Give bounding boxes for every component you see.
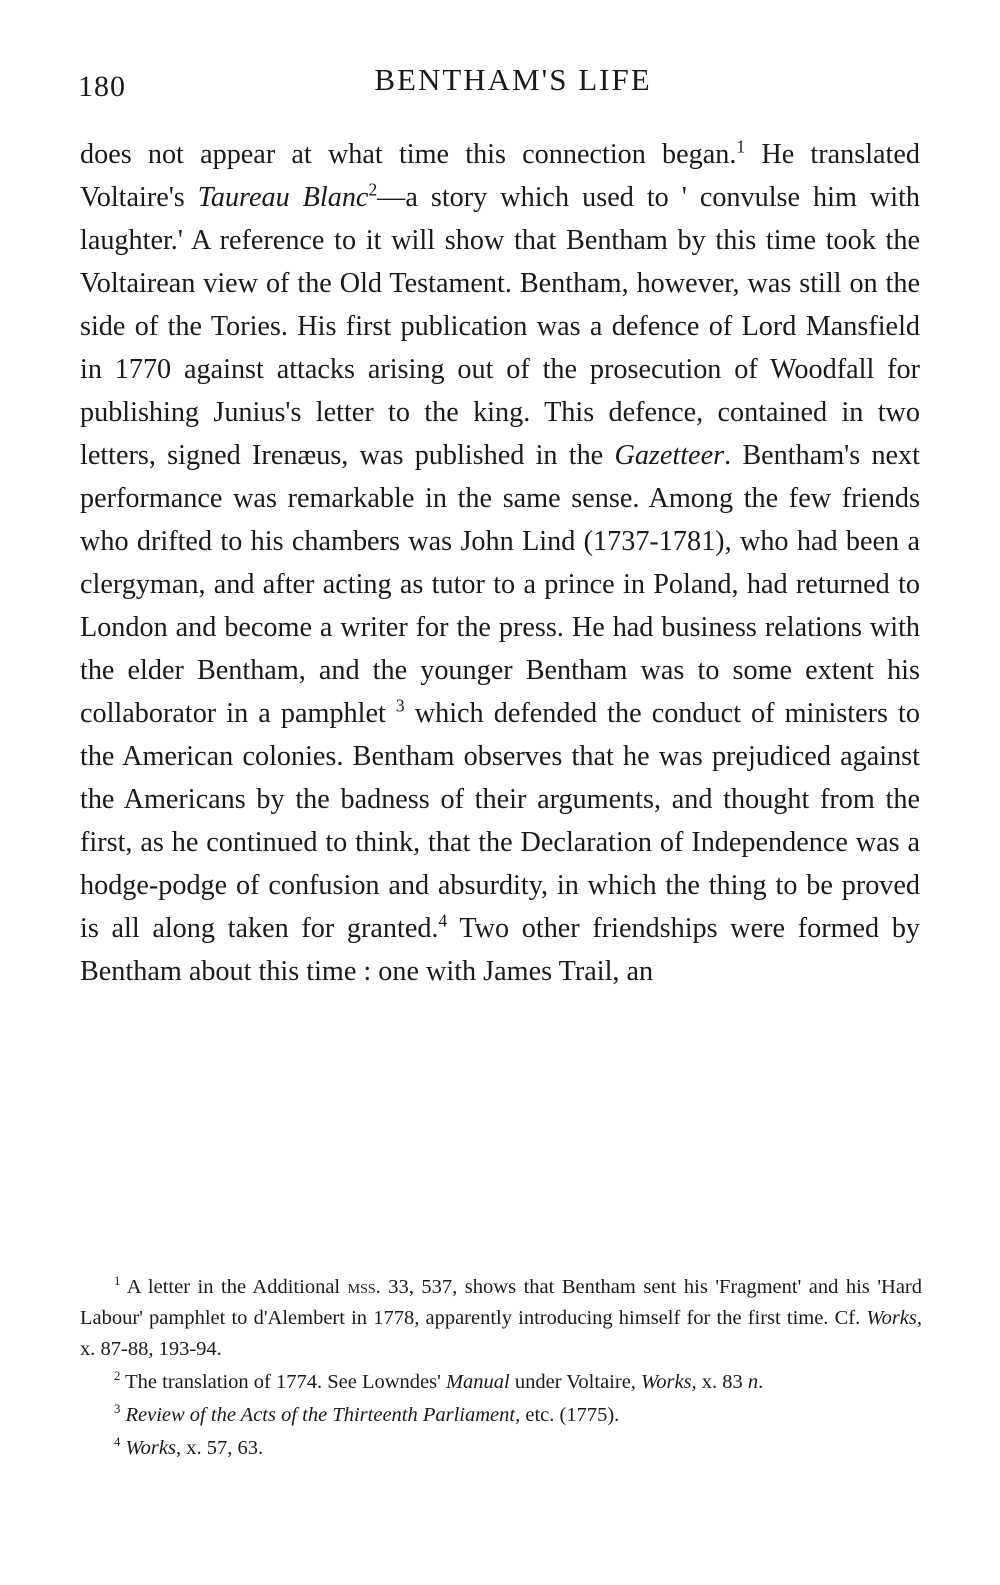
title-gazetteer: Gazetteer [614, 440, 725, 471]
title-manual: Manual [445, 1371, 510, 1393]
title-works: Works [125, 1437, 176, 1459]
text-run: , x. 83 [691, 1371, 748, 1393]
text-run: A letter in the Additional [126, 1276, 348, 1298]
footnote-marker: 2 [114, 1369, 121, 1384]
title-taureau-blanc: Taureau Blanc [197, 182, 369, 213]
title-works: Works [866, 1307, 917, 1329]
text-run-smallcaps: mss. [347, 1276, 381, 1298]
title-works: Works [641, 1371, 692, 1393]
text-run: He translated Voltaire's [80, 139, 920, 213]
footnote-ref-3[interactable]: 3 [395, 695, 405, 716]
text-run: . [758, 1371, 764, 1393]
footnote-2 [80, 1367, 922, 1398]
text-run: . Bentham's next performance was remarkable in the same sense. Among the few friends who drifted to his chambers was John Lind (1737-1781), who had been a clergyman, and after acting as tutor to a prince in Poland, had returned to London and become a writer for the press. He had business relations with the elder Bentham, and the younger Bentham was to some extent his collaborator in a pamphlet [80, 440, 920, 729]
footnote-marker: 4 [114, 1435, 121, 1450]
text-run: , x. 87-88, 193-94. [80, 1307, 922, 1360]
text-run: The translation of 1774. See Lowndes' [125, 1371, 446, 1393]
text-run: Two other friendships were formed by Bentham about this time : one with James Trail, an [80, 913, 921, 987]
text-run: —a story which used to ' convulse him with laughter.' A reference to it will show that Bentham by this time took the Voltairean view of the Old Testament. Bentham, however, was still on the side of the Tories. His first publication was a defence of Lord Mansfield in 1770 against attacks arising out of the prosecution of Woodfall for publishing Junius's letter to the king. This defence, contained in two letters, signed Irenæus, was published in the [80, 182, 921, 471]
footnotes-section [80, 1272, 922, 1466]
paragraph [80, 133, 920, 993]
text-run: under Voltaire, [509, 1371, 642, 1393]
footnote-marker: 1 [114, 1274, 121, 1289]
footnote-ref-2[interactable]: 2 [368, 179, 378, 200]
text-run: which defended the conduct of ministers to the American colonies. Bentham observes that he was prejudiced against the Americans by the badness of their arguments, and thought from the first, as he continued to think, that the Declaration of Independence was a hodge-podge of confusion and absurdity, in which the thing to be proved is all along taken for granted. [80, 698, 920, 944]
text-run: 33, 537, shows that Bentham sent his 'Fragment' and his 'Hard Labour' pamphlet to d'Alembert in 1778, apparently introducing himself for the first time. Cf. [80, 1276, 922, 1329]
footnote-4 [80, 1433, 922, 1464]
text-run: etc. (1775). [520, 1404, 620, 1426]
body-text [80, 133, 920, 993]
page-number: 180 [78, 70, 126, 103]
footnote-ref-4[interactable]: 4 [438, 910, 448, 931]
footnote-1 [80, 1272, 922, 1365]
page-header [78, 62, 922, 108]
running-head: BENTHAM'S LIFE [374, 62, 652, 97]
footnote-ref-1[interactable]: 1 [736, 136, 746, 157]
footnote-marker: 3 [114, 1402, 121, 1417]
note-abbrev: n [747, 1371, 759, 1393]
text-run: does not appear at what time this connection began. [80, 139, 737, 170]
title-review-acts: Review of the Acts of the Thirteenth Parliament, [125, 1404, 521, 1426]
text-run: , x. 57, 63. [175, 1437, 264, 1459]
footnote-3 [80, 1400, 922, 1431]
